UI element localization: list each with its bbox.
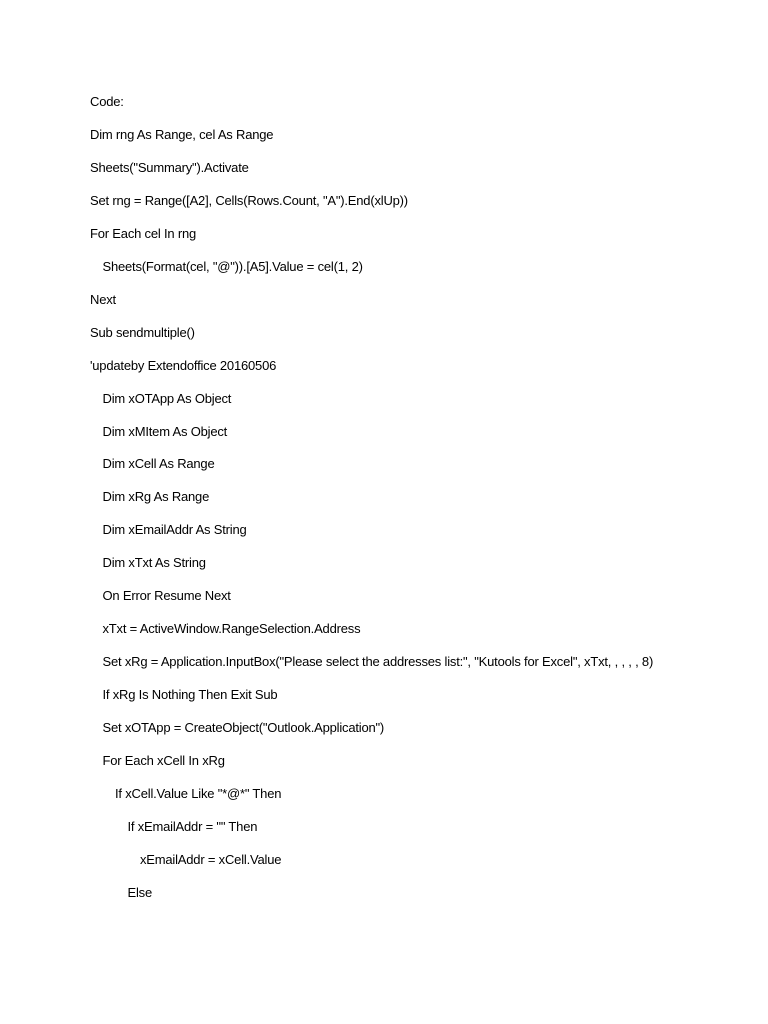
code-line: Sub sendmultiple() [90,324,195,340]
code-line: Dim xRg As Range [102,489,210,505]
code-line: If xCell.Value Like "*@*" Then [115,785,282,801]
code-line: Dim xCell As Range [102,456,215,472]
code-line: Set rng = Range([A2], Cells(Rows.Count, "A").End(xlUp)) [90,192,408,208]
code-line: Dim xOTApp As Object [102,390,232,406]
code-line: xTxt = ActiveWindow.RangeSelection.Address [102,621,361,637]
code-line: 'updateby Extendoffice 20160506 [90,357,277,373]
code-line: If xRg Is Nothing Then Exit Sub [102,687,278,703]
code-line: Sheets("Summary").Activate [90,159,249,175]
code-line: For Each cel In rng [90,225,197,241]
code-line: Dim xEmailAddr As String [102,522,247,538]
code-line: Else [127,884,152,900]
code-line: Dim xMItem As Object [102,423,228,439]
code-line: If xEmailAddr = "" Then [127,818,258,834]
code-line: For Each xCell In xRg [102,753,225,768]
code-line: Dim xTxt As String [102,555,206,571]
code-line: Next [90,291,116,307]
code-line: Set xOTApp = CreateObject("Outlook.Application") [102,720,385,736]
code-line: Sheets(Format(cel, "@")).[A5].Value = cel(1, 2) [102,258,363,274]
code-line: On Error Resume Next [102,588,231,604]
code-line: Dim rng As Range, cel As Range [90,126,274,142]
code-line: Code: [90,94,124,109]
code-line: xEmailAddr = xCell.Value [140,851,282,867]
code-line: Set xRg = Application.InputBox("Please select the addresses list:", "Kutools for Excel", xTxt, , , , , 8) [102,654,654,670]
